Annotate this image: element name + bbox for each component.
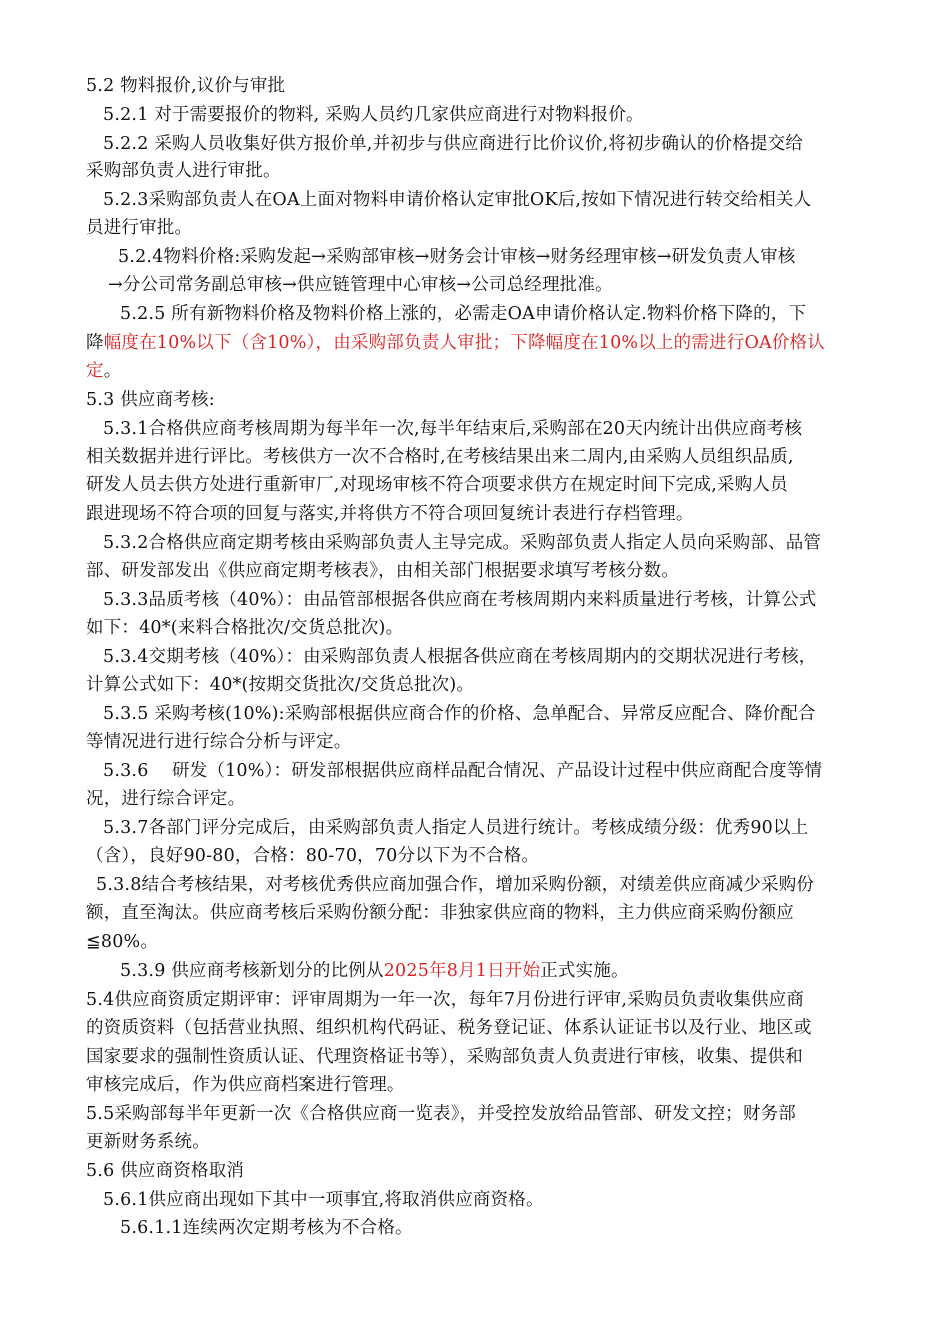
paragraph-5-3-4: 5.3.4交期考核（40%）：由采购部负责人根据各供应商在考核周期内的交期状况进行考核，	[103, 647, 817, 667]
highlighted-date: 2025年8月1日开始	[383, 961, 541, 981]
paragraph-5-3-7: 5.3.7各部门评分完成后，由采购部负责人指定人员进行统计。考核成绩分级：优秀90以上	[103, 818, 809, 838]
paragraph-5-3-6: 5.3.6 研发（10%）：研发部根据供应商样品配合情况、产品设计过程中供应商配合度等情	[103, 761, 823, 781]
paragraph-5-2-3: 5.2.3采购部负责人在OA上面对物料申请价格认定审批OK后,按如下情况进行转交给相关人	[103, 190, 812, 210]
paragraph-5-3-8: 5.3.8结合考核结果，对考核优秀供应商加强合作，增加采购份额，对绩差供应商减少采购份	[96, 875, 815, 895]
paragraph-5-3-1-cont-1: 相关数据并进行评比。考核供方一次不合格时,在考核结果出来二周内,由采购人员组织品质,	[86, 447, 794, 467]
paragraph-5-3-2-cont: 部、研发部发出《供应商定期考核表》，由相关部门根据要求填写考核分数。	[86, 561, 680, 581]
paragraph-5-2-5: 5.2.5 所有新物料价格及物料价格上涨的，必需走OA申请价格认定.物料价格下降的，下	[120, 304, 807, 324]
paragraph-5-4-cont-2: 国家要求的强制性资质认证、代理资格证书等），采购部负责人负责进行审核，收集、提供和	[86, 1047, 803, 1067]
paragraph-5-6-1-1: 5.6.1.1连续两次定期考核为不合格。	[120, 1218, 413, 1238]
highlighted-text: 定	[86, 361, 104, 381]
paragraph-5-3-5: 5.3.5 采购考核(10%):采购部根据供应商合作的价格、急单配合、异常反应配合、降价配合	[103, 704, 816, 724]
paragraph-5-3-1: 5.3.1合格供应商考核周期为每半年一次,每半年结束后,采购部在20天内统计出供应商考核	[103, 419, 803, 439]
paragraph-5-6-1: 5.6.1供应商出现如下其中一项事宜,将取消供应商资格。	[103, 1190, 544, 1210]
paragraph-5-2-1: 5.2.1 对于需要报价的物料, 采购人员约几家供应商进行对物料报价。	[103, 105, 644, 125]
paragraph-5-3-4-cont: 计算公式如下：40*(按期交货批次/交货总批次)。	[86, 675, 475, 695]
section-heading-5-3: 5.3 供应商考核:	[86, 390, 215, 410]
paragraph-5-5-cont: 更新财务系统。	[86, 1132, 210, 1152]
paragraph-5-3-6-cont: 况，进行综合评定。	[86, 789, 246, 809]
paragraph-5-3-8-cont-1: 额，直至淘汰。供应商考核后采购份额分配：非独家供应商的物料，主力供应商采购份额应	[86, 903, 794, 923]
paragraph-5-2-3-cont: 员进行审批。	[86, 218, 193, 238]
section-heading-5-2: 5.2 物料报价,议价与审批	[86, 76, 286, 96]
highlighted-text: 幅度在10%以下（含10%），由采购部负责人审批；下降幅度在10%以上的需进行OA价格认	[103, 333, 825, 353]
text-run: 。	[103, 361, 122, 381]
paragraph-5-4: 5.4供应商资质定期评审：评审周期为一年一次，每年7月份进行评审,采购员负责收集供应商	[86, 990, 805, 1010]
section-heading-5-6: 5.6 供应商资格取消	[86, 1161, 245, 1181]
paragraph-5-3-2: 5.3.2合格供应商定期考核由采购部负责人主导完成。采购部负责人指定人员向采购部、品管	[103, 533, 822, 553]
paragraph-5-2-5-end	[86, 357, 121, 385]
text-run: 5.3.9 供应商考核新划分的比例从	[120, 961, 384, 981]
paragraph-5-3-9	[120, 957, 629, 985]
paragraph-5-4-cont-3: 审核完成后，作为供应商档案进行管理。	[86, 1075, 405, 1095]
paragraph-5-2-4: 5.2.4物料价格:采购发起→采购部审核→财务会计审核→财务经理审核→研发负责人审核	[118, 247, 796, 267]
paragraph-5-3-8-cont-2: ≦80%。	[86, 932, 159, 952]
paragraph-5-3-5-cont: 等情况进行进行综合分析与评定。	[86, 732, 352, 752]
paragraph-5-3-1-cont-2: 研发人员去供方处进行重新审厂,对现场审核不符合项要求供方在规定时间下完成,采购人员	[86, 475, 788, 495]
text-run: 正式实施。	[540, 961, 629, 981]
paragraph-5-2-4-cont: →分公司常务副总审核→供应链管理中心审核→公司总经理批准。	[108, 275, 613, 295]
paragraph-5-2-2: 5.2.2 采购人员收集好供方报价单,并初步与供应商进行比价议价,将初步确认的价格提交给	[103, 134, 804, 154]
paragraph-5-2-5-cont	[86, 329, 825, 357]
paragraph-5-4-cont-1: 的资质资料（包括营业执照、组织机构代码证、税务登记证、体系认证证书以及行业、地区或	[86, 1018, 812, 1038]
paragraph-5-3-3-cont: 如下：40*(来料合格批次/交货总批次)。	[86, 618, 404, 638]
paragraph-5-3-1-cont-3: 跟进现场不符合项的回复与落实,并将供方不符合项回复统计表进行存档管理。	[86, 504, 694, 524]
paragraph-5-2-2-cont: 采购部负责人进行审批。	[86, 161, 281, 181]
paragraph-5-5: 5.5采购部每半年更新一次《合格供应商一览表》，并受控发放给品管部、研发文控；财务部	[86, 1104, 796, 1124]
paragraph-5-3-3: 5.3.3品质考核（40%）：由品管部根据各供应商在考核周期内来料质量进行考核，计算公式	[103, 590, 817, 610]
paragraph-5-3-7-cont: （含），良好90-80，合格：80-70，70分以下为不合格。	[86, 846, 540, 866]
text-run: 降	[86, 333, 104, 353]
